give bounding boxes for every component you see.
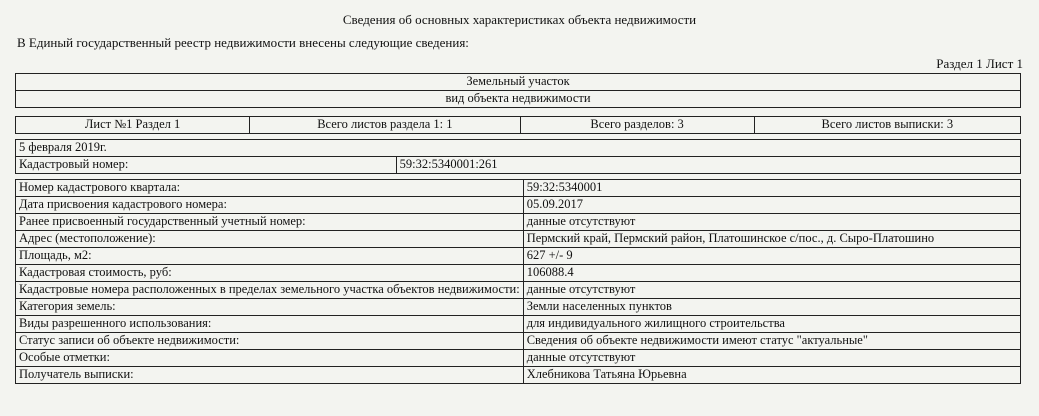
row-label: Особые отметки: [16,350,524,367]
cadastral-number-value: 59:32:5340001:261 [396,157,1020,174]
row-value: 106088.4 [523,265,1020,282]
section-reference: Раздел 1 Лист 1 [936,56,1023,71]
record-date: 5 февраля 2019г. [16,140,1021,157]
table-row [16,180,1021,197]
row-label: Виды разрешенного использования: [16,316,524,333]
object-heading-table [15,73,1021,108]
table-row [16,282,1021,299]
row-value: 59:32:5340001 [523,180,1020,197]
table-row [16,333,1021,350]
row-value: данные отсутствуют [523,350,1020,367]
row-label: Ранее присвоенный государственный учетный номер: [16,214,524,231]
row-label: Категория земель: [16,299,524,316]
sheet-section: Лист №1 Раздел 1 [16,117,250,134]
characteristics-table [15,179,1021,384]
row-value: 05.09.2017 [523,197,1020,214]
row-label: Статус записи об объекте недвижимости: [16,333,524,350]
record-header-table [15,139,1021,174]
table-row [16,231,1021,248]
row-value: данные отсутствуют [523,214,1020,231]
row-value: Земли населенных пунктов [523,299,1020,316]
row-value: для индивидуального жилищного строительства [523,316,1020,333]
table-row [16,316,1021,333]
row-label: Адрес (местоположение): [16,231,524,248]
intro-text: В Единый государственный реестр недвижимости внесены следующие сведения: [17,35,469,50]
object-kind-label: вид объекта недвижимости [16,91,1021,108]
row-value: Пермский край, Пермский район, Платошинское с/пос., д. Сыро-Платошино [523,231,1020,248]
sheets-total: Всего листов выписки: 3 [754,117,1020,134]
table-row [16,350,1021,367]
row-value: Сведения об объекте недвижимости имеют статус "актуальные" [523,333,1020,350]
sheet-info-table [15,116,1021,134]
row-label: Дата присвоения кадастрового номера: [16,197,524,214]
table-row [16,197,1021,214]
sheets-in-section: Всего листов раздела 1: 1 [250,117,520,134]
row-value: 627 +/- 9 [523,248,1020,265]
object-type: Земельный участок [16,74,1021,91]
table-row [16,248,1021,265]
row-label: Номер кадастрового квартала: [16,180,524,197]
table-row [16,214,1021,231]
table-row [16,367,1021,384]
row-value: Хлебникова Татьяна Юрьевна [523,367,1020,384]
table-row [16,265,1021,282]
cadastral-number-label: Кадастровый номер: [16,157,397,174]
row-label: Получатель выписки: [16,367,524,384]
row-label: Площадь, м2: [16,248,524,265]
row-label: Кадастровые номера расположенных в пределах земельного участка объектов недвижимости: [16,282,524,299]
row-value: данные отсутствуют [523,282,1020,299]
sections-total: Всего разделов: 3 [520,117,754,134]
table-row [16,299,1021,316]
row-label: Кадастровая стоимость, руб: [16,265,524,282]
document-title: Сведения об основных характеристиках объекта недвижимости [342,12,697,27]
